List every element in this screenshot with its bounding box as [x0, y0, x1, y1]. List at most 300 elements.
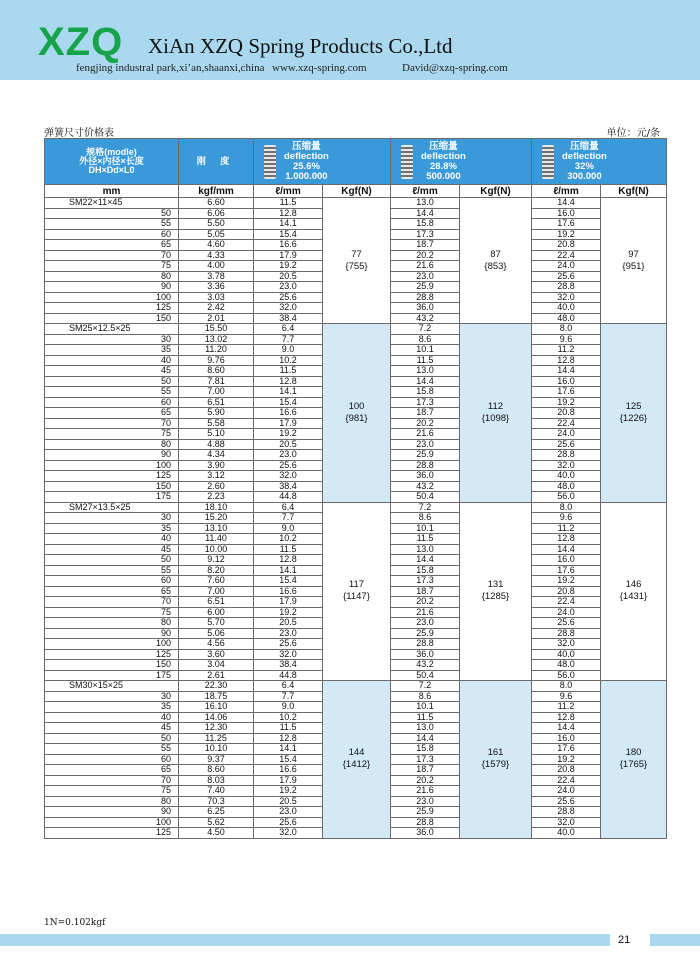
table-cell: 20.2: [391, 775, 460, 786]
table-cell: 10.2: [254, 534, 323, 545]
table-cell: 35: [45, 523, 179, 534]
load-value-cell: 112 {1098}: [460, 324, 532, 503]
table-cell: 19.2: [254, 429, 323, 440]
table-cell: 21.6: [391, 607, 460, 618]
table-cell: 3.60: [179, 649, 254, 660]
table-cell: 12.30: [179, 723, 254, 734]
table-cell: 100: [45, 292, 179, 303]
table-cell: 15.8: [391, 744, 460, 755]
table-cell: 80: [45, 439, 179, 450]
table-cell: 6.4: [254, 681, 323, 692]
table-cell: 28.8: [391, 460, 460, 471]
table-cell: 13.0: [391, 198, 460, 209]
table-cell: 19.2: [254, 607, 323, 618]
table-cell: 11.2: [532, 523, 601, 534]
table-cell: 17.6: [532, 387, 601, 398]
table-cell: 50: [45, 208, 179, 219]
table-cell: 16.0: [532, 208, 601, 219]
table-cell: 50.4: [391, 492, 460, 503]
table-cell: 3.36: [179, 282, 254, 293]
table-cell: 25.6: [532, 439, 601, 450]
table-cell: 11.5: [391, 355, 460, 366]
table-cell: 20.5: [254, 271, 323, 282]
table-cell: 60: [45, 576, 179, 587]
table-cell: 23.0: [254, 450, 323, 461]
table-cell: 11.5: [254, 544, 323, 555]
table-cell: 100: [45, 460, 179, 471]
load-value-cell: 100 {981}: [323, 324, 391, 503]
company-name: XiAn XZQ Spring Products Co.,Ltd: [148, 34, 453, 58]
table-cell: 19.2: [254, 786, 323, 797]
table-cell: 14.1: [254, 387, 323, 398]
load-value-cell: 87 {853}: [460, 198, 532, 324]
table-cell: 2.60: [179, 481, 254, 492]
table-cell: 7.2: [391, 681, 460, 692]
table-cell: 13.10: [179, 523, 254, 534]
table-cell: 30: [45, 334, 179, 345]
table-cell: SM30×15×25: [45, 681, 179, 692]
table-cell: 32.0: [532, 817, 601, 828]
footer-band: [0, 934, 700, 946]
table-cell: 10.2: [254, 712, 323, 723]
table-cell: 25.6: [532, 618, 601, 629]
load-value-cell: 144 {1412}: [323, 681, 391, 839]
table-cell: 6.51: [179, 597, 254, 608]
unit-header-cell: ℓ/mm: [391, 185, 460, 198]
table-cell: 3.12: [179, 471, 254, 482]
table-cell: 40.0: [532, 649, 601, 660]
unit-label: 单位：元/条: [606, 128, 660, 139]
table-cell: 40.0: [532, 828, 601, 839]
table-cell: 175: [45, 670, 179, 681]
table-cell: 22.4: [532, 597, 601, 608]
table-cell: 14.4: [391, 555, 460, 566]
table-cell: 24.0: [532, 261, 601, 272]
table-cell: 17.6: [532, 744, 601, 755]
table-cell: 28.8: [391, 292, 460, 303]
load-value-cell: 97 {951}: [601, 198, 667, 324]
table-cell: 25.9: [391, 282, 460, 293]
table-cell: 10.1: [391, 345, 460, 356]
table-cell: 40: [45, 712, 179, 723]
table-cell: 17.3: [391, 576, 460, 587]
company-email[interactable]: David@xzq-spring.com: [402, 62, 508, 74]
table-row: [45, 198, 667, 209]
table-cell: 44.8: [254, 670, 323, 681]
table-cell: 75: [45, 786, 179, 797]
table-cell: 32.0: [532, 460, 601, 471]
table-cell: 19.2: [532, 576, 601, 587]
table-cell: 19.2: [254, 261, 323, 272]
table-cell: 56.0: [532, 492, 601, 503]
table-cell: 11.2: [532, 345, 601, 356]
footnote: 1N=0.102kgf: [44, 918, 106, 928]
table-cell: 17.9: [254, 418, 323, 429]
table-cell: 14.4: [532, 366, 601, 377]
table-cell: 55: [45, 387, 179, 398]
table-cell: 44.8: [254, 492, 323, 503]
table-cell: 32.0: [254, 471, 323, 482]
table-cell: 8.60: [179, 366, 254, 377]
table-cell: 8.6: [391, 334, 460, 345]
table-cell: 14.4: [532, 198, 601, 209]
table-cell: 23.0: [391, 271, 460, 282]
page-number: 21: [618, 934, 631, 946]
table-cell: 4.56: [179, 639, 254, 650]
table-cell: 5.58: [179, 418, 254, 429]
table-cell: 16.10: [179, 702, 254, 713]
table-cell: 22.4: [532, 418, 601, 429]
table-cell: 65: [45, 586, 179, 597]
table-cell: 8.0: [532, 502, 601, 513]
table-cell: 100: [45, 639, 179, 650]
table-cell: 6.25: [179, 807, 254, 818]
table-cell: 28.8: [391, 639, 460, 650]
company-address: fengjing industral park,xi’an,shaanxi,china: [76, 62, 265, 74]
table-cell: 25.6: [254, 460, 323, 471]
table-cell: 6.06: [179, 208, 254, 219]
table-cell: 3.78: [179, 271, 254, 282]
table-cell: 12.8: [254, 555, 323, 566]
table-cell: 80: [45, 796, 179, 807]
table-cell: 70: [45, 418, 179, 429]
table-cell: 40.0: [532, 471, 601, 482]
table-cell: 18.10: [179, 502, 254, 513]
table-cell: SM27×13.5×25: [45, 502, 179, 513]
table-cell: 150: [45, 660, 179, 671]
table-cell: 14.06: [179, 712, 254, 723]
table-cell: 70.3: [179, 796, 254, 807]
table-cell: 17.6: [532, 565, 601, 576]
unit-header-cell: Kgf(N): [460, 185, 532, 198]
table-cell: 30: [45, 513, 179, 524]
table-cell: 13.0: [391, 366, 460, 377]
table-cell: 9.0: [254, 345, 323, 356]
table-cell: 32.0: [254, 649, 323, 660]
load-value-cell: 131 {1285}: [460, 502, 532, 681]
table-cell: 90: [45, 450, 179, 461]
table-cell: 18.7: [391, 240, 460, 251]
table-cell: 32.0: [532, 639, 601, 650]
table-cell: 25.9: [391, 628, 460, 639]
table-cell: 5.62: [179, 817, 254, 828]
table-cell: 17.9: [254, 250, 323, 261]
table-cell: 9.0: [254, 523, 323, 534]
table-cell: 11.5: [391, 534, 460, 545]
table-cell: 2.61: [179, 670, 254, 681]
table-cell: 11.25: [179, 733, 254, 744]
unit-header-row: [45, 185, 667, 198]
table-cell: 7.00: [179, 387, 254, 398]
table-cell: 13.02: [179, 334, 254, 345]
load-value-cell: 77 {755}: [323, 198, 391, 324]
table-cell: 36.0: [391, 828, 460, 839]
table-cell: 23.0: [254, 807, 323, 818]
table-cell: 11.5: [391, 712, 460, 723]
unit-header-cell: kgf/mm: [179, 185, 254, 198]
table-cell: 125: [45, 303, 179, 314]
table-cell: 11.40: [179, 534, 254, 545]
table-cell: 9.76: [179, 355, 254, 366]
table-cell: SM25×12.5×25: [45, 324, 179, 335]
table-cell: 17.9: [254, 775, 323, 786]
table-cell: 12.8: [254, 208, 323, 219]
table-cell: 11.2: [532, 702, 601, 713]
table-cell: 43.2: [391, 481, 460, 492]
stiffness-header: 刚 度: [179, 139, 254, 185]
table-cell: 7.2: [391, 502, 460, 513]
table-cell: 17.6: [532, 219, 601, 230]
load-value-cell: 146 {1431}: [601, 502, 667, 681]
table-cell: 5.10: [179, 429, 254, 440]
table-cell: 2.01: [179, 313, 254, 324]
table-cell: 15.20: [179, 513, 254, 524]
table-cell: 22.4: [532, 775, 601, 786]
table-cell: 2.23: [179, 492, 254, 503]
table-cell: 8.03: [179, 775, 254, 786]
table-cell: 125: [45, 471, 179, 482]
table-cell: 7.81: [179, 376, 254, 387]
table-cell: 25.6: [254, 292, 323, 303]
spring-price-table: [44, 138, 667, 839]
table-cell: 11.5: [254, 366, 323, 377]
table-cell: 9.6: [532, 691, 601, 702]
table-cell: 80: [45, 618, 179, 629]
table-cell: 12.8: [532, 355, 601, 366]
model-header: [45, 139, 179, 185]
table-cell: 35: [45, 702, 179, 713]
table-cell: 16.6: [254, 240, 323, 251]
table-cell: 90: [45, 807, 179, 818]
table-cell: 14.4: [532, 723, 601, 734]
table-cell: 25.9: [391, 450, 460, 461]
table-cell: 20.5: [254, 439, 323, 450]
table-body: [45, 198, 667, 839]
table-cell: 7.7: [254, 691, 323, 702]
table-cell: 28.8: [532, 450, 601, 461]
model-header-line2: 外径×内径×长度: [79, 156, 144, 166]
table-cell: 20.2: [391, 250, 460, 261]
table-cell: 9.12: [179, 555, 254, 566]
table-cell: 20.8: [532, 408, 601, 419]
table-cell: 18.7: [391, 765, 460, 776]
table-cell: 35: [45, 345, 179, 356]
table-cell: 7.00: [179, 586, 254, 597]
table-cell: 90: [45, 628, 179, 639]
table-cell: 28.8: [532, 282, 601, 293]
table-cell: 30: [45, 691, 179, 702]
table-cell: 15.8: [391, 387, 460, 398]
table-cell: 80: [45, 271, 179, 282]
company-website[interactable]: www.xzq-spring.com: [272, 62, 367, 74]
table-cell: 43.2: [391, 660, 460, 671]
table-cell: 20.2: [391, 418, 460, 429]
table-cell: 5.70: [179, 618, 254, 629]
table-header-row: [45, 139, 667, 185]
table-cell: 28.8: [532, 807, 601, 818]
table-cell: 16.0: [532, 555, 601, 566]
table-cell: 17.3: [391, 754, 460, 765]
table-cell: 75: [45, 429, 179, 440]
table-cell: 8.20: [179, 565, 254, 576]
spring-icon: [542, 145, 554, 179]
table-cell: 15.4: [254, 576, 323, 587]
table-cell: 18.7: [391, 586, 460, 597]
table-cell: 36.0: [391, 649, 460, 660]
table-cell: 70: [45, 250, 179, 261]
table-cell: 50: [45, 733, 179, 744]
table-cell: 28.8: [391, 817, 460, 828]
unit-header-cell: ℓ/mm: [532, 185, 601, 198]
unit-header-cell: Kgf(N): [323, 185, 391, 198]
table-cell: 50: [45, 555, 179, 566]
table-cell: 10.1: [391, 702, 460, 713]
table-cell: 19.2: [532, 397, 601, 408]
table-cell: 90: [45, 282, 179, 293]
table-cell: 21.6: [391, 261, 460, 272]
table-cell: 6.51: [179, 397, 254, 408]
table-cell: 125: [45, 828, 179, 839]
table-cell: 15.4: [254, 229, 323, 240]
table-cell: 36.0: [391, 303, 460, 314]
table-cell: 12.8: [532, 534, 601, 545]
table-cell: 9.37: [179, 754, 254, 765]
table-cell: 40: [45, 355, 179, 366]
table-cell: 28.8: [532, 628, 601, 639]
model-header-line1: 规格(modle): [86, 147, 137, 157]
table-cell: 8.0: [532, 324, 601, 335]
table-cell: 3.90: [179, 460, 254, 471]
table-cell: 25.6: [532, 271, 601, 282]
table-cell: 22.4: [532, 250, 601, 261]
table-cell: 60: [45, 229, 179, 240]
table-cell: 19.2: [532, 229, 601, 240]
table-cell: 5.05: [179, 229, 254, 240]
table-cell: 56.0: [532, 670, 601, 681]
table-row: [45, 502, 667, 513]
table-cell: 3.04: [179, 660, 254, 671]
table-cell: 43.2: [391, 313, 460, 324]
table-cell: 11.20: [179, 345, 254, 356]
table-cell: 70: [45, 775, 179, 786]
table-title: 弹簧尺寸价格表: [44, 128, 114, 139]
table-cell: 8.6: [391, 691, 460, 702]
table-cell: 23.0: [254, 282, 323, 293]
table-cell: 150: [45, 313, 179, 324]
table-cell: 14.4: [532, 544, 601, 555]
table-cell: 21.6: [391, 429, 460, 440]
table-cell: 15.4: [254, 397, 323, 408]
table-cell: 32.0: [254, 303, 323, 314]
table-cell: 25.6: [254, 817, 323, 828]
table-cell: 6.4: [254, 324, 323, 335]
table-cell: 10.00: [179, 544, 254, 555]
table-cell: 15.8: [391, 219, 460, 230]
table-cell: 7.2: [391, 324, 460, 335]
table-row: [45, 681, 667, 692]
table-cell: 20.8: [532, 586, 601, 597]
table-cell: 23.0: [391, 618, 460, 629]
table-cell: 18.7: [391, 408, 460, 419]
table-cell: 9.0: [254, 702, 323, 713]
table-row: [45, 324, 667, 335]
table-cell: 65: [45, 240, 179, 251]
table-cell: 15.4: [254, 754, 323, 765]
table-cell: 21.6: [391, 786, 460, 797]
table-cell: 24.0: [532, 607, 601, 618]
table-cell: 7.60: [179, 576, 254, 587]
table-cell: 4.33: [179, 250, 254, 261]
table-cell: 10.10: [179, 744, 254, 755]
table-cell: 2.42: [179, 303, 254, 314]
table-cell: 20.8: [532, 765, 601, 776]
table-cell: SM22×11×45: [45, 198, 179, 209]
table-cell: 9.6: [532, 334, 601, 345]
table-cell: 55: [45, 219, 179, 230]
table-cell: 22.30: [179, 681, 254, 692]
deflection-group-header: 压缩量 deflection 32% 300.000: [532, 139, 667, 185]
table-cell: 32.0: [254, 828, 323, 839]
table-cell: 45: [45, 366, 179, 377]
table-cell: 6.4: [254, 502, 323, 513]
table-cell: 20.5: [254, 796, 323, 807]
table-cell: 24.0: [532, 429, 601, 440]
table-cell: 5.90: [179, 408, 254, 419]
table-cell: 60: [45, 397, 179, 408]
table-cell: 38.4: [254, 313, 323, 324]
table-cell: 25.6: [532, 796, 601, 807]
table-cell: 7.40: [179, 786, 254, 797]
table-cell: 60: [45, 754, 179, 765]
table-cell: 38.4: [254, 481, 323, 492]
table-cell: 8.0: [532, 681, 601, 692]
table-cell: 14.1: [254, 744, 323, 755]
table-cell: 11.5: [254, 198, 323, 209]
table-cell: 14.1: [254, 565, 323, 576]
table-cell: 17.3: [391, 397, 460, 408]
table-cell: 16.6: [254, 586, 323, 597]
table-cell: 8.60: [179, 765, 254, 776]
table-cell: 4.50: [179, 828, 254, 839]
table-cell: 23.0: [254, 628, 323, 639]
table-cell: 40.0: [532, 303, 601, 314]
table-cell: 17.9: [254, 597, 323, 608]
table-cell: 20.8: [532, 240, 601, 251]
table-cell: 7.7: [254, 513, 323, 524]
table-cell: 45: [45, 723, 179, 734]
table-cell: 4.34: [179, 450, 254, 461]
table-cell: 6.60: [179, 198, 254, 209]
table-cell: 16.0: [532, 733, 601, 744]
table-cell: 3.03: [179, 292, 254, 303]
table-cell: 13.0: [391, 544, 460, 555]
deflection-group-header: 压缩量 deflection 25.6% 1.000.000: [254, 139, 391, 185]
table-cell: 14.4: [391, 376, 460, 387]
table-cell: 12.8: [254, 376, 323, 387]
table-cell: 65: [45, 765, 179, 776]
table-cell: 9.6: [532, 513, 601, 524]
table-cell: 70: [45, 597, 179, 608]
load-value-cell: 117 {1147}: [323, 502, 391, 681]
table-cell: 18.75: [179, 691, 254, 702]
table-cell: 8.6: [391, 513, 460, 524]
table-cell: 7.7: [254, 334, 323, 345]
table-cell: 14.1: [254, 219, 323, 230]
unit-header-cell: Kgf(N): [601, 185, 667, 198]
table-cell: 38.4: [254, 660, 323, 671]
load-value-cell: 161 {1579}: [460, 681, 532, 839]
table-cell: 25.6: [254, 639, 323, 650]
